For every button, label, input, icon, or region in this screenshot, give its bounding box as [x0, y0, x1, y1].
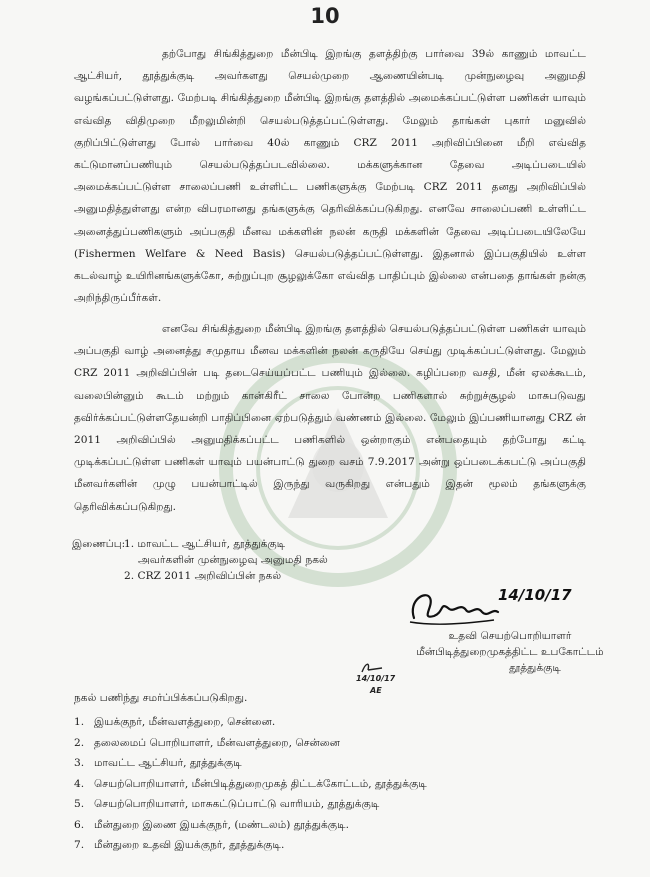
list-item: 2. தலைமைப் பொறியாளர், மீன்வளத்துறை, சென்னை	[74, 736, 341, 749]
list-item: 4. செயற்பொறியாளர், மீன்பிடித்துறைமுகத் திட்டக்கோட்டம், தூத்துக்குடி	[74, 777, 427, 790]
body-paragraph-2: எனவே சிங்கித்துறை மீன்பிடி இறங்கு தளத்தில் செயல்படுத்தப்பட்டுள்ள பணிகள் யாவும் அப்பகுதி வாழ் அனைத்து சமுதாய மீனவ மக்களின் நலன் கருதியே செய்து முடிக்கப்பட்டுள்ளது. மேலும் CRZ 2011 அறிவிப்பின் படி தடைசெய்யப்பட்ட பணியும் இல்லை. கழிப்பறை வசதி, மீன் ஏலக்கூடம், வலைபின்னும் கூடம் மற்றும் கான்கிரீட் சாலை போன்ற பணிகளால் சுற்றுச்சூழல் மாசுபடுவது தவிர்க்கப்பட்டுள்ளதேயன்றி பாதிப்பினை ஏற்படுத்தும் வண்ணம் இல்லை. மேலும் இப்பணியானது CRZ ன் 2011 அறிவிப்பில் அனுமதிக்கப்பட்ட பணிகளில் ஒன்றாகும் என்பதையும் தற்போது கட்டி முடிக்கப்பட்டுள்ள பணிகள் யாவும் பயன்பாட்டு துறை வசம் 7.9.2017 அன்று ஒப்படைக்கபட்டு அப்பகுதி மீனவர்களின் முழு பயன்பாட்டில் இருந்து வருகிறது என்பதும் இதன் மூலம் தங்களுக்கு தெரிவிக்கப்படுகிறது.	[74, 323, 586, 513]
page-number: 10	[310, 4, 340, 28]
enclosure-item-1-cont: அவர்களின் முன்நுழைவு அனுமதி நகல்	[138, 554, 328, 566]
signatory-designation: உதவி செயற்பொறியாளர்	[448, 630, 572, 642]
signature-date: 14/10/17	[498, 586, 572, 604]
initial-scribble	[360, 660, 390, 674]
list-item: 5. செயற்பொறியாளர், மாசுகட்டுப்பாட்டு வாரியம், தூத்துக்குடி	[74, 798, 380, 810]
enclosures-block	[72, 536, 512, 584]
list-item: 3. மாவட்ட ஆட்சியர், தூத்துக்குடி	[74, 757, 242, 769]
signatory-place: தூத்துக்குடி	[509, 662, 561, 674]
copy-list	[74, 712, 427, 856]
enclosure-item-2: 2. CRZ 2011 அறிவிப்பின் நகல்	[124, 570, 282, 582]
enclosure-item-1: 1. மாவட்ட ஆட்சியர், தூத்துக்குடி	[124, 538, 286, 550]
list-item: 7. மீன்துறை உதவி இயக்குநர், தூத்துக்குடி.	[74, 839, 285, 851]
body-paragraph-1: தற்போது சிங்கித்துறை மீன்பிடி இறங்கு தளத்திற்கு பார்வை 39ல் காணும் மாவட்ட ஆட்சியர், தூத்துக்குடி அவர்களது செயல்முறை ஆணையின்படி முன்நுழைவு அனுமதி வழங்கப்பட்டுள்ளது. மேற்படி சிங்கித்துறை மீன்பிடி இறங்கு தளத்தில் அமைக்கப்பட்டுள்ள பணிகள் யாவும் எவ்வித விதிமுறை மீறலுமின்றி செயல்படுத்தப்பட்டுள்ளது. மேலும் தாங்கள் புகார் மனுவில் குறிப்பிட்டுள்ளது போல் பார்வை 40ல் காணும் CRZ 2011 அறிவிப்பினை மீறி எவ்வித கட்டுமானப்பணியும் செயல்படுத்தப்படவில்லை. மக்களுக்கான தேவை அடிப்படையில் அமைக்கப்பட்டுள்ள சாலைப்பணி உள்ளிட்ட பணிகளுக்கு மேற்படி CRZ 2011 தனது அறிவிப்பில் அனுமதித்துள்ளது என்ற விபரமானது தங்களுக்கு தெரிவிக்கப்படுகிறது. எனவே சாலைப்பணி உள்ளிட்ட அனைத்துப்பணிகளும் அப்பகுதி மீனவ மக்களின் நலன் கருதி மக்களின் தேவை அடிப்படையிலேயே (Fishermen Welfare & Need Basis) செயல்படுத்தப்பட்டுள்ளது. இதனால் இப்பகுதியில் உள்ள கடல்வாழ் உயிரினங்களுக்கோ, சுற்றுப்புற சூழலுக்கோ எவ்வித பாதிப்பும் இல்லை என்பதை தாங்கள் நன்கு அறிந்திருப்பீர்கள்.	[74, 48, 586, 305]
list-item: 1. இயக்குநர், மீன்வளத்துறை, சென்னை.	[74, 716, 276, 728]
list-item: 6. மீன்துறை இணை இயக்குநர், (மண்டலம்) தூத்துக்குடி.	[74, 818, 349, 831]
initial-ae: AE	[370, 686, 382, 695]
copy-heading: நகல் பணிந்து சமர்ப்பிக்கப்படுகிறது.	[74, 692, 248, 704]
enclosures-label: இணைப்பு:	[72, 538, 126, 550]
signatory-office: மீன்பிடித்துறைமுகத்திட்ட உபகோட்டம்	[416, 646, 604, 658]
initial-date: 14/10/17	[356, 674, 396, 683]
initial-mark	[356, 660, 406, 700]
signature-block	[400, 628, 620, 676]
